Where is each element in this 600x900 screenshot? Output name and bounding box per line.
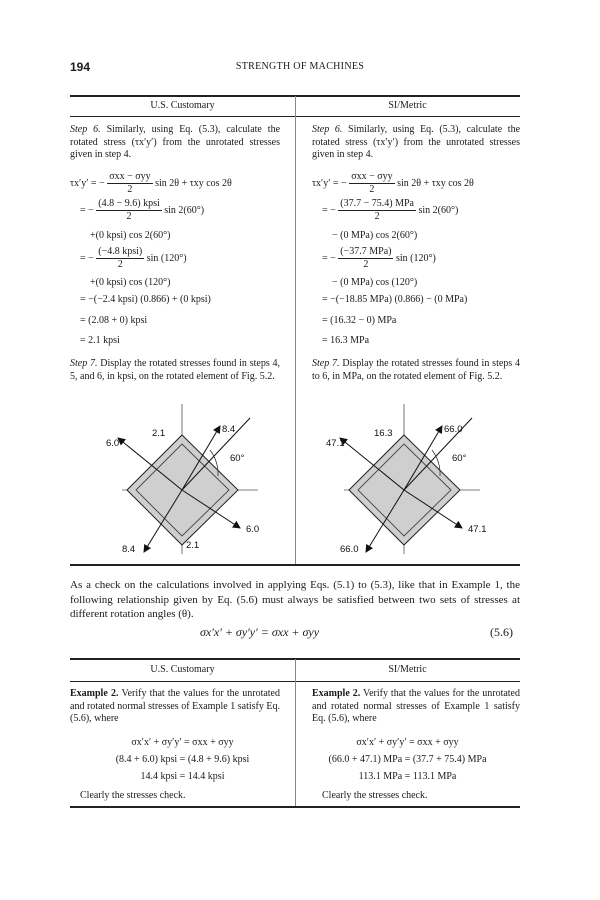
left-label-right: 6.0: [246, 524, 260, 535]
left-ex2-eq2: (8.4 + 6.0) kpsi = (4.8 + 9.6) kpsi: [115, 754, 250, 765]
left-eq4: = − $\frac{\text{(−4.8 kpsi)}}{2}$ sin (120°): [80, 246, 187, 270]
left-eq4-num: (−4.8 kpsi): [98, 246, 143, 257]
table1-bottom-rule: [70, 564, 520, 566]
right-label-tr: 66.0: [444, 424, 463, 435]
left-eq1-den: 2: [127, 184, 133, 195]
right-eq4-num: (−37.7 MPa): [340, 246, 392, 257]
left-label-bm: 2.1: [186, 540, 200, 551]
right-label-bl: 66.0: [340, 544, 359, 555]
right-eq2-num: (37.7 − 75.4) MPa: [340, 198, 414, 209]
left-example2-label: Example 2.: [70, 688, 119, 699]
left-eq8: = 2.1 kpsi: [80, 335, 120, 346]
running-title: STRENGTH OF MACHINES: [235, 61, 365, 72]
left-eq2-num: (4.8 − 9.6) kpsi: [98, 198, 160, 209]
left-example2: [70, 688, 280, 726]
left-eq2-rest: sin 2(60°): [164, 204, 205, 216]
left-eq4-rest: sin (120°): [146, 252, 187, 264]
right-rotated-element-figure: [322, 398, 507, 558]
right-eq1-lhs: τx′y′ = −: [312, 177, 347, 189]
left-eq5: +(0 kpsi) cos (120°): [90, 277, 171, 288]
right-eq7: = (16.32 − 0) MPa: [322, 315, 397, 326]
right-eq4-rest: sin (120°): [395, 252, 436, 264]
right-step6-text: Similarly, using Eq. (5.3), calculate the rotated stress (τx′y′) from the unrotated stresses given in step 4.: [312, 124, 521, 161]
left-label-left: 6.0: [106, 438, 120, 449]
right-ex2-eq2: (66.0 + 47.1) MPa = (37.7 + 75.4) MPa: [328, 754, 487, 765]
right-ex2-eq1: σx′x′ + σy′y′ = σxx + σyy: [356, 737, 459, 748]
right-label-tl: 16.3: [374, 428, 393, 439]
left-eq2-fraction: [96, 198, 161, 223]
right-eq3: − (0 MPa) cos 2(60°): [332, 230, 418, 241]
right-step7-label: Step 7.: [312, 358, 340, 369]
body-paragraph: As a check on the calculations involved in applying Eqs. (5.1) to (5.3), like that in Example 1, the following relationship given by Eq. (5.6) must always be satisfied between two sets of stresses at different rotation angles (θ).: [70, 579, 520, 620]
right-ex2-conclusion: Clearly the stresses check.: [322, 790, 428, 801]
table1-head-left: U.S. Customary: [150, 100, 215, 111]
right-label-left: 47.1: [326, 438, 345, 449]
right-eq2-rest: sin 2(60°): [418, 204, 459, 216]
left-eq1-num: σxx − σyy: [109, 171, 151, 182]
right-example2-text: Verify that the values for the unrotated and rotated normal stresses of Example 1 satisfy Eq. (5.6), where: [312, 688, 520, 725]
table2-bottom-rule: [70, 806, 520, 808]
left-step6-text: Similarly, using Eq. (5.3), calculate the rotated stress (τx′y′) from the unrotated stresses given in step 4.: [70, 124, 281, 161]
right-example2: [312, 688, 520, 726]
right-label-angle: 60°: [452, 453, 467, 464]
left-step7-text: Display the rotated stresses found in steps 4, 5, and 6, in kpsi, on the rotated element of Fig. 5.2.: [70, 358, 280, 382]
left-eq4-fraction: [96, 246, 144, 271]
right-eq2-den: 2: [374, 211, 380, 222]
table2-column-divider: [295, 659, 296, 807]
page-number: 194: [70, 60, 91, 74]
equation-5-6: σx′x′ + σy′y′ = σxx + σyy: [200, 625, 320, 639]
right-step6: [312, 124, 520, 162]
table1-column-divider: [295, 96, 296, 565]
left-label-bl: 8.4: [122, 544, 136, 555]
right-eq2: = − $\frac{\text{(37.7 − 75.4) MPa}}{2}$ sin 2(60°): [322, 198, 459, 222]
table2-head-left: U.S. Customary: [150, 664, 215, 675]
right-eq2-fraction: [338, 198, 416, 223]
right-example2-label: Example 2.: [312, 688, 361, 699]
left-step7-label: Step 7.: [70, 358, 98, 369]
right-label-right: 47.1: [468, 524, 487, 535]
table1-head-right: SI/Metric: [388, 100, 427, 111]
left-eq2-den: 2: [126, 211, 132, 222]
left-step6-label: Step 6.: [70, 124, 101, 135]
left-eq1-lhs: τx′y′ = −: [70, 177, 105, 189]
table2-head-right: SI/Metric: [388, 664, 427, 675]
left-step7: [70, 358, 280, 383]
left-eq6: = −(−2.4 kpsi) (0.866) + (0 kpsi): [80, 294, 211, 305]
right-step7: [312, 358, 520, 383]
right-eq4-den: 2: [363, 259, 369, 270]
left-eq7: = (2.08 + 0) kpsi: [80, 315, 148, 326]
left-ex2-conclusion: Clearly the stresses check.: [80, 790, 186, 801]
left-eq4-den: 2: [117, 259, 123, 270]
right-eq1-den: 2: [369, 184, 375, 195]
left-ex2-eq1: σx′x′ + σy′y′ = σxx + σyy: [131, 737, 234, 748]
right-eq1: [312, 171, 474, 196]
left-step6: [70, 124, 280, 162]
equation-number: (5.6): [490, 625, 513, 639]
left-label-tl: 2.1: [152, 428, 166, 439]
left-label-tr: 8.4: [222, 424, 236, 435]
right-eq1-rest: sin 2θ + τxy cos 2θ: [397, 177, 474, 189]
right-eq4-fraction: [338, 246, 393, 271]
right-step7-text: Display the rotated stresses found in steps 4 to 6, in MPa, on the rotated element of Fig. 5.2.: [312, 358, 521, 382]
right-ex2-eq3: 113.1 MPa = 113.1 MPa: [358, 771, 457, 782]
left-eq1-rest: sin 2θ + τxy cos 2θ: [155, 177, 232, 189]
left-eq3: +(0 kpsi) cos 2(60°): [90, 230, 171, 241]
right-eq1-fraction: [349, 171, 394, 196]
left-eq2: = − $\frac{\text{(4.8 − 9.6) kpsi}}{2}$ sin 2(60°): [80, 198, 205, 222]
left-rotated-element-figure: [100, 398, 280, 558]
right-step6-label: Step 6.: [312, 124, 343, 135]
right-eq8: = 16.3 MPa: [322, 335, 370, 346]
right-eq5: − (0 MPa) cos (120°): [332, 277, 418, 288]
right-eq4: = − $\frac{\text{(−37.7 MPa)}}{2}$ sin (120°): [322, 246, 436, 270]
left-eq1-fraction: [107, 171, 152, 196]
left-ex2-eq3: 14.4 kpsi = 14.4 kpsi: [140, 771, 225, 782]
right-eq1-num: σxx − σyy: [351, 171, 393, 182]
left-eq1: [70, 171, 232, 196]
right-eq6: = −(−18.85 MPa) (0.866) − (0 MPa): [322, 294, 468, 305]
left-label-angle: 60°: [230, 453, 245, 464]
left-example2-text: Verify that the values for the unrotated and rotated normal stresses of Example 1 satisfy Eq. (5.6), where: [70, 688, 280, 725]
